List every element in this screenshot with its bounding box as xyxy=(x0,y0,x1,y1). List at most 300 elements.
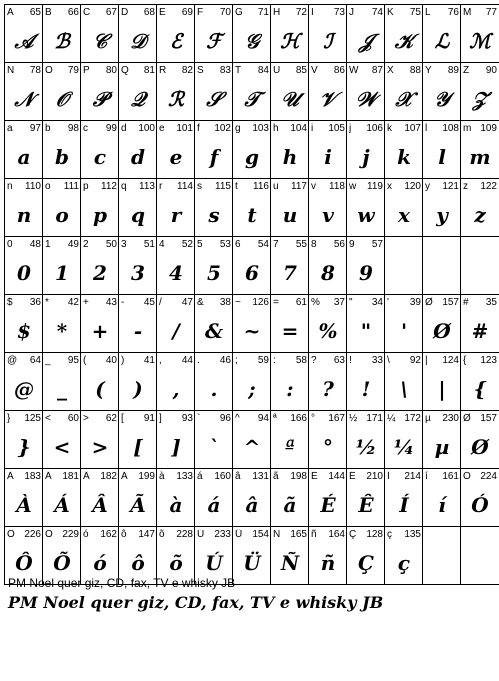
glyph-char: U xyxy=(273,65,281,76)
glyph-code: 85 xyxy=(295,65,307,76)
glyph-sample: \ xyxy=(400,377,408,401)
glyph-cell xyxy=(4,468,43,526)
glyph-sample: * xyxy=(56,319,68,343)
glyph-label xyxy=(425,355,459,367)
glyph-label xyxy=(463,65,497,77)
glyph-code: 106 xyxy=(366,123,383,134)
glyph-char: Ê xyxy=(349,471,356,482)
glyph-sample: , xyxy=(172,377,180,401)
glyph-row xyxy=(4,410,495,468)
glyph-sample: ~ xyxy=(243,319,261,343)
glyph-cell xyxy=(346,236,385,294)
glyph-label xyxy=(121,529,155,541)
glyph-sample: @ xyxy=(14,377,34,401)
glyph-code: 82 xyxy=(181,65,193,76)
glyph-char: ] xyxy=(159,413,162,424)
glyph-code: 161 xyxy=(442,471,459,482)
glyph-sample: : xyxy=(286,377,294,401)
glyph-cell xyxy=(4,410,43,468)
glyph-code: 115 xyxy=(215,181,231,192)
glyph-sample: ^ xyxy=(243,435,261,459)
glyph-code: 40 xyxy=(105,355,117,366)
glyph-label xyxy=(425,529,459,541)
glyph-code: 54 xyxy=(257,239,269,250)
glyph-sample: " xyxy=(360,319,372,343)
glyph-cell xyxy=(460,468,499,526)
glyph-label xyxy=(349,471,383,483)
glyph-sample: ℛ xyxy=(168,87,184,111)
glyph-sample: 6 xyxy=(245,261,259,285)
glyph-label xyxy=(45,65,79,77)
glyph-code: 36 xyxy=(29,297,41,308)
glyph-sample: õ xyxy=(169,551,183,575)
glyph-char: Ø xyxy=(425,297,433,308)
glyph-label xyxy=(311,123,345,135)
glyph-cell xyxy=(422,410,461,468)
glyph-row xyxy=(4,178,495,236)
glyph-sample: ℬ xyxy=(54,29,70,53)
glyph-label xyxy=(311,65,345,77)
glyph-code: 62 xyxy=(105,413,117,424)
glyph-cell xyxy=(194,4,233,62)
glyph-char: ) xyxy=(121,355,125,366)
glyph-code: 112 xyxy=(101,181,117,192)
glyph-cell xyxy=(346,410,385,468)
glyph-label xyxy=(463,239,497,251)
glyph-code: 90 xyxy=(485,65,497,76)
glyph-sample: 𝒪 xyxy=(55,87,69,111)
glyph-label xyxy=(7,529,41,541)
glyph-cell xyxy=(80,4,119,62)
glyph-cell xyxy=(460,352,499,410)
glyph-char: B xyxy=(45,7,52,18)
glyph-cell xyxy=(232,294,271,352)
glyph-cell xyxy=(308,4,347,62)
glyph-label xyxy=(273,413,307,425)
glyph-char: ~ xyxy=(235,297,241,308)
glyph-char: 6 xyxy=(235,239,241,250)
glyph-char: í xyxy=(425,471,428,482)
glyph-code: 87 xyxy=(371,65,383,76)
glyph-code: 103 xyxy=(252,123,269,134)
glyph-char: r xyxy=(159,181,163,192)
glyph-label xyxy=(273,471,307,483)
glyph-cell xyxy=(270,62,309,120)
glyph-code: 55 xyxy=(295,239,307,250)
glyph-label xyxy=(349,413,383,425)
glyph-label xyxy=(83,529,117,541)
glyph-char: H xyxy=(273,7,281,18)
glyph-cell xyxy=(156,120,195,178)
glyph-cell xyxy=(118,410,157,468)
glyph-row xyxy=(4,4,495,62)
glyph-label xyxy=(349,297,383,309)
glyph-cell xyxy=(384,236,423,294)
glyph-cell xyxy=(346,468,385,526)
glyph-cell xyxy=(308,294,347,352)
glyph-char: p xyxy=(83,181,89,192)
glyph-cell xyxy=(346,294,385,352)
glyph-cell xyxy=(194,120,233,178)
glyph-sample: v xyxy=(322,203,334,227)
glyph-sample: | xyxy=(438,377,446,401)
glyph-cell xyxy=(308,468,347,526)
glyph-sample: { xyxy=(473,377,487,401)
glyph-cell xyxy=(42,4,81,62)
glyph-cell xyxy=(232,468,271,526)
glyph-code: 98 xyxy=(67,123,79,134)
glyph-code: 61 xyxy=(295,297,307,308)
glyph-cell xyxy=(384,4,423,62)
glyph-sample: [ xyxy=(133,435,143,459)
glyph-char: ° xyxy=(311,413,315,424)
glyph-char: l xyxy=(425,123,428,134)
glyph-cell xyxy=(194,352,233,410)
glyph-label xyxy=(425,181,459,193)
glyph-char: < xyxy=(45,413,51,424)
glyph-char: 0 xyxy=(7,239,13,250)
glyph-char: f xyxy=(197,123,200,134)
glyph-cell xyxy=(422,120,461,178)
glyph-code: 53 xyxy=(219,239,231,250)
glyph-cell xyxy=(384,62,423,120)
glyph-label xyxy=(159,7,193,19)
glyph-cell xyxy=(80,294,119,352)
glyph-cell xyxy=(156,410,195,468)
glyph-sample: 4 xyxy=(169,261,183,285)
glyph-label xyxy=(311,297,345,309)
glyph-code: 116 xyxy=(253,181,269,192)
glyph-cell xyxy=(118,352,157,410)
glyph-code: 110 xyxy=(25,181,41,192)
glyph-char: @ xyxy=(7,355,18,366)
glyph-char: Ã xyxy=(121,471,128,482)
glyph-code: 164 xyxy=(328,529,345,540)
glyph-sample: p xyxy=(93,203,107,227)
glyph-cell xyxy=(42,62,81,120)
glyph-cell xyxy=(308,352,347,410)
glyph-row xyxy=(4,62,495,120)
glyph-sample: g xyxy=(245,145,259,169)
glyph-code: 60 xyxy=(67,413,79,424)
glyph-cell xyxy=(156,4,195,62)
glyph-char: â xyxy=(235,471,241,482)
glyph-cell xyxy=(194,468,233,526)
glyph-sample: ; xyxy=(248,377,256,401)
glyph-code: 95 xyxy=(67,355,79,366)
glyph-sample: Ø xyxy=(433,319,451,343)
glyph-label xyxy=(387,471,421,483)
glyph-cell xyxy=(232,4,271,62)
glyph-code: 67 xyxy=(105,7,117,18)
glyph-label xyxy=(311,239,345,251)
glyph-cell xyxy=(80,468,119,526)
glyph-code: 83 xyxy=(219,65,231,76)
glyph-label xyxy=(387,239,421,251)
glyph-sample: x xyxy=(398,203,410,227)
glyph-sample: % xyxy=(318,319,338,343)
glyph-cell xyxy=(194,236,233,294)
glyph-label xyxy=(235,355,269,367)
glyph-char: W xyxy=(349,65,359,76)
glyph-label xyxy=(83,181,117,193)
glyph-cell xyxy=(308,526,347,585)
glyph-label xyxy=(235,413,269,425)
glyph-label xyxy=(121,355,155,367)
glyph-sample: 𝒬 xyxy=(130,87,146,111)
glyph-cell xyxy=(460,236,499,294)
glyph-label xyxy=(197,123,231,135)
glyph-cell xyxy=(270,236,309,294)
glyph-code: 47 xyxy=(181,297,193,308)
glyph-code: 45 xyxy=(143,297,155,308)
glyph-char: h xyxy=(273,123,279,134)
glyph-sample: ã xyxy=(283,493,297,517)
glyph-label xyxy=(349,181,383,193)
glyph-sample: z xyxy=(474,203,486,227)
glyph-char: w xyxy=(349,181,357,192)
glyph-char: O xyxy=(45,65,53,76)
glyph-sample xyxy=(461,253,499,293)
glyph-code: 88 xyxy=(409,65,421,76)
glyph-char: ô xyxy=(121,529,127,540)
glyph-char: á xyxy=(197,471,203,482)
glyph-code: 167 xyxy=(328,413,345,424)
glyph-char: \ xyxy=(387,355,390,366)
glyph-char: b xyxy=(45,123,51,134)
glyph-label xyxy=(463,7,497,19)
glyph-sample: ª xyxy=(285,435,295,459)
glyph-label xyxy=(425,123,459,135)
glyph-char: % xyxy=(311,297,320,308)
glyph-sample: ℰ xyxy=(169,29,183,53)
glyph-char: m xyxy=(463,123,472,134)
glyph-cell xyxy=(308,410,347,468)
glyph-char: t xyxy=(235,181,238,192)
glyph-code: 76 xyxy=(447,7,459,18)
glyph-sample xyxy=(423,543,461,583)
glyph-label xyxy=(349,123,383,135)
glyph-cell xyxy=(194,62,233,120)
glyph-cell xyxy=(156,294,195,352)
glyph-cell xyxy=(232,352,271,410)
glyph-sample: í xyxy=(438,493,446,517)
glyph-label xyxy=(311,529,345,541)
glyph-code: 58 xyxy=(295,355,307,366)
glyph-cell xyxy=(118,4,157,62)
glyph-label xyxy=(387,355,421,367)
glyph-label xyxy=(273,7,307,19)
glyph-char: c xyxy=(83,123,88,134)
glyph-code: 123 xyxy=(480,355,497,366)
glyph-char: V xyxy=(311,65,318,76)
glyph-cell xyxy=(422,4,461,62)
glyph-char: 2 xyxy=(83,239,89,250)
glyph-label xyxy=(349,65,383,77)
glyph-cell xyxy=(270,120,309,178)
glyph-char: T xyxy=(235,65,242,76)
glyph-cell xyxy=(384,352,423,410)
glyph-label xyxy=(425,239,459,251)
glyph-sample: ñ xyxy=(320,551,336,575)
glyph-sample: 𝒯 xyxy=(244,87,260,111)
glyph-sample: Ç xyxy=(358,551,374,575)
glyph-code: 39 xyxy=(409,297,421,308)
glyph-sample: - xyxy=(133,319,143,343)
glyph-cell xyxy=(42,468,81,526)
glyph-sample: ) xyxy=(133,377,143,401)
glyph-code: 68 xyxy=(143,7,155,18)
glyph-label xyxy=(159,297,193,309)
glyph-label xyxy=(159,123,193,135)
glyph-cell xyxy=(270,352,309,410)
glyph-sample: 2 xyxy=(93,261,107,285)
glyph-sample: ? xyxy=(322,377,334,401)
glyph-sample: l xyxy=(438,145,446,169)
glyph-cell xyxy=(42,352,81,410)
glyph-code: 128 xyxy=(366,529,383,540)
glyph-sample: ℒ xyxy=(434,29,450,53)
glyph-cell xyxy=(42,410,81,468)
glyph-code: 100 xyxy=(138,123,155,134)
glyph-code: 43 xyxy=(105,297,117,308)
glyph-char: Q xyxy=(121,65,129,76)
glyph-char: ' xyxy=(387,297,389,308)
glyph-cell xyxy=(156,62,195,120)
glyph-code: 105 xyxy=(328,123,345,134)
glyph-char: Ç xyxy=(349,529,357,540)
glyph-cell xyxy=(232,62,271,120)
glyph-char: [ xyxy=(121,413,124,424)
glyph-code: 147 xyxy=(138,529,155,540)
glyph-char: $ xyxy=(7,297,13,308)
glyph-sample: 𝒩 xyxy=(14,87,34,111)
glyph-char: s xyxy=(197,181,202,192)
glyph-sample: À xyxy=(16,493,32,517)
glyph-label xyxy=(121,7,155,19)
glyph-sample: c xyxy=(93,145,107,169)
glyph-char: 7 xyxy=(273,239,279,250)
glyph-sample: s xyxy=(208,203,220,227)
glyph-char: u xyxy=(273,181,279,192)
glyph-cell xyxy=(194,410,233,468)
glyph-sample: à xyxy=(169,493,183,517)
glyph-cell xyxy=(422,236,461,294)
glyph-char: G xyxy=(235,7,243,18)
glyph-code: 91 xyxy=(143,413,155,424)
glyph-cell xyxy=(346,526,385,585)
glyph-label xyxy=(311,181,345,193)
glyph-label xyxy=(235,471,269,483)
glyph-char: ñ xyxy=(311,529,317,540)
glyph-char: * xyxy=(45,297,49,308)
glyph-label xyxy=(349,239,383,251)
glyph-cell xyxy=(4,4,43,62)
glyph-cell xyxy=(270,526,309,585)
glyph-code: 144 xyxy=(328,471,345,482)
glyph-sample: f xyxy=(209,145,219,169)
glyph-char: R xyxy=(159,65,167,76)
glyph-label xyxy=(159,413,193,425)
glyph-label xyxy=(273,529,307,541)
glyph-label xyxy=(425,413,459,425)
glyph-code: 102 xyxy=(214,123,231,134)
glyph-label xyxy=(7,355,41,367)
glyph-char: e xyxy=(159,123,165,134)
glyph-code: 104 xyxy=(290,123,307,134)
character-map-grid xyxy=(4,4,497,575)
glyph-row xyxy=(4,120,495,178)
glyph-sample: $ xyxy=(17,319,31,343)
glyph-char: N xyxy=(7,65,15,76)
glyph-cell xyxy=(80,236,119,294)
glyph-char: : xyxy=(273,355,276,366)
glyph-sample: ℳ xyxy=(469,29,491,53)
glyph-char: Y xyxy=(425,65,432,76)
glyph-cell xyxy=(118,62,157,120)
glyph-sample: 𝒟 xyxy=(130,29,146,53)
glyph-label xyxy=(425,297,459,309)
glyph-char: ! xyxy=(349,355,352,366)
glyph-label xyxy=(83,65,117,77)
glyph-char: 9 xyxy=(349,239,355,250)
glyph-char: j xyxy=(349,123,352,134)
glyph-sample: 𝒦 xyxy=(394,29,414,53)
glyph-code: 113 xyxy=(139,181,155,192)
glyph-label xyxy=(425,7,459,19)
glyph-label xyxy=(121,239,155,251)
glyph-sample: _ xyxy=(57,377,67,401)
glyph-cell xyxy=(118,294,157,352)
glyph-code: 109 xyxy=(480,123,497,134)
glyph-code: 37 xyxy=(333,297,345,308)
glyph-code: 51 xyxy=(143,239,155,250)
glyph-label xyxy=(311,471,345,483)
glyph-code: 72 xyxy=(295,7,307,18)
glyph-label xyxy=(463,123,497,135)
glyph-code: 94 xyxy=(257,413,269,424)
glyph-cell xyxy=(308,62,347,120)
glyph-label xyxy=(197,65,231,77)
glyph-cell xyxy=(346,120,385,178)
glyph-sample: j xyxy=(362,145,370,169)
glyph-code: 78 xyxy=(29,65,41,76)
glyph-sample: ½ xyxy=(355,435,377,459)
glyph-code: 117 xyxy=(291,181,307,192)
glyph-cell xyxy=(156,352,195,410)
glyph-code: 119 xyxy=(367,181,383,192)
glyph-cell xyxy=(270,294,309,352)
glyph-code: 66 xyxy=(67,7,79,18)
glyph-char: / xyxy=(159,297,162,308)
glyph-label xyxy=(273,239,307,251)
glyph-sample xyxy=(461,543,499,583)
glyph-sample: Ê xyxy=(358,493,374,517)
glyph-code: 121 xyxy=(442,181,459,192)
glyph-code: 74 xyxy=(371,7,383,18)
glyph-label xyxy=(387,181,421,193)
glyph-char: D xyxy=(121,7,129,18)
glyph-cell xyxy=(384,526,423,585)
glyph-cell xyxy=(422,178,461,236)
glyph-char: 3 xyxy=(121,239,127,250)
glyph-sample: 𝒞 xyxy=(92,29,108,53)
glyph-cell xyxy=(460,526,499,585)
glyph-sample: Ã xyxy=(130,493,146,517)
glyph-label xyxy=(463,297,497,309)
glyph-sample: o xyxy=(55,203,69,227)
glyph-cell xyxy=(308,120,347,178)
